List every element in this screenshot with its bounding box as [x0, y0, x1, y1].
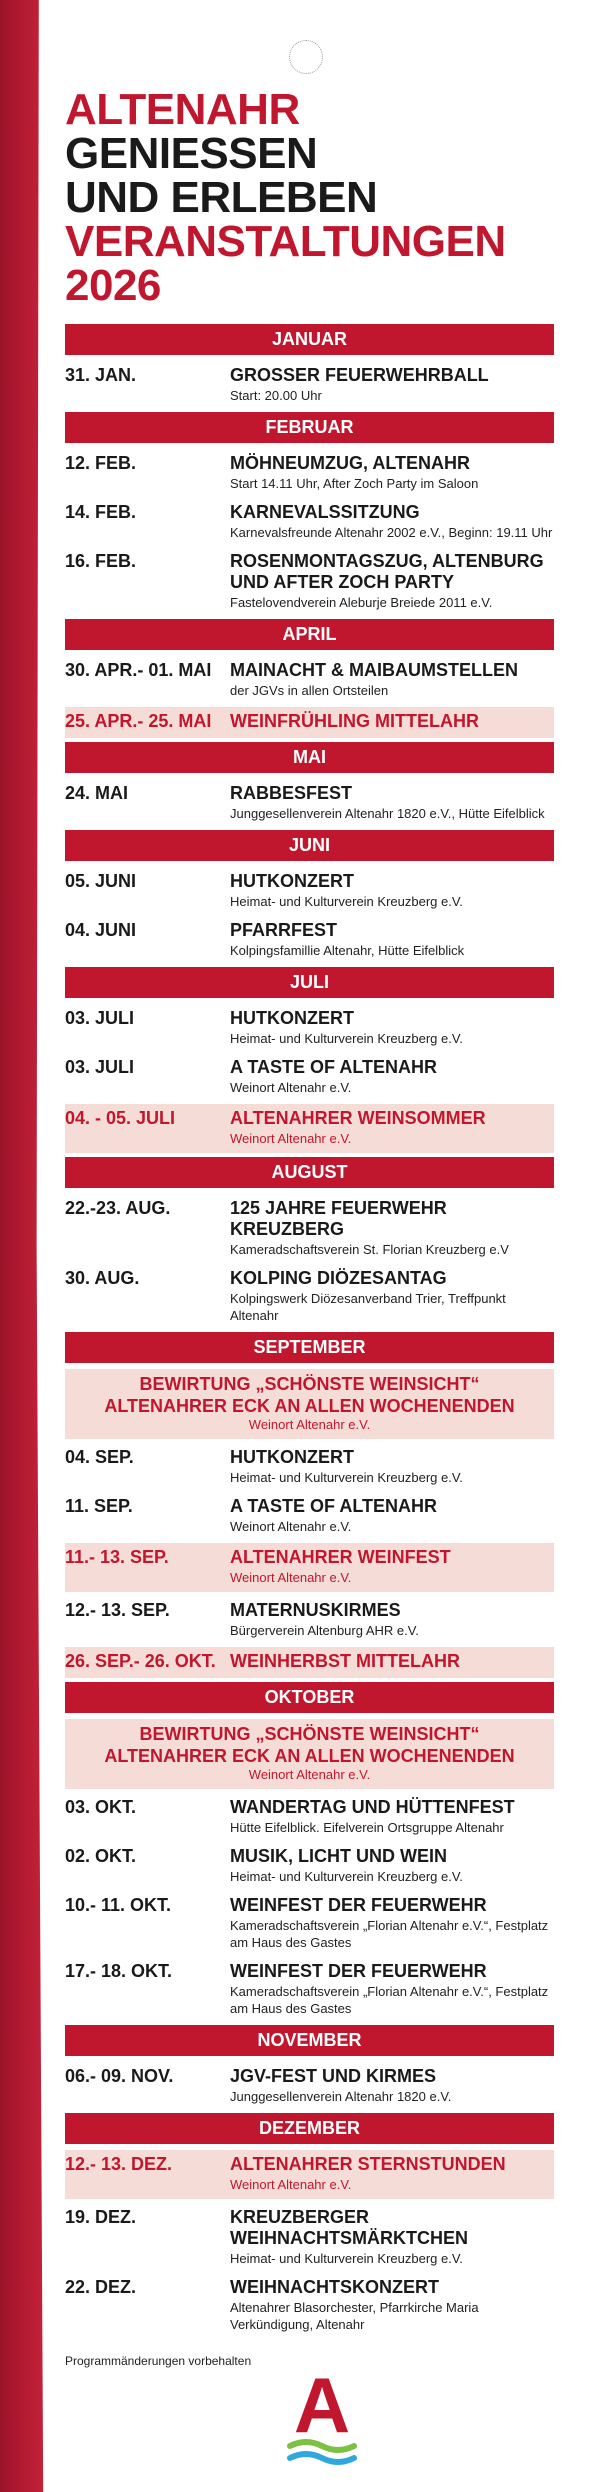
- event-info: [230, 1008, 554, 1047]
- event-info: [230, 502, 554, 541]
- banner-sub: Weinort Altenahr e.V.: [248, 1767, 371, 1782]
- event-name: WEIHNACHTSKONZERT: [230, 2277, 439, 2297]
- logo-letter: A: [293, 2370, 351, 2449]
- event-info: [230, 2154, 554, 2193]
- event-name: ALTENAHRER STERNSTUNDEN: [230, 2154, 506, 2174]
- banner-sub: Weinort Altenahr e.V.: [248, 1417, 371, 1432]
- event-info: [230, 365, 554, 404]
- event-row: [65, 707, 554, 738]
- month-header: NOVEMBER: [65, 2025, 554, 2056]
- event-name: 125 JAHRE FEUERWEHR KREUZBERG: [230, 1198, 447, 1239]
- event-name: HUTKONZERT: [230, 871, 354, 891]
- hanging-hole: [289, 40, 323, 74]
- event-name: PFARRFEST: [230, 920, 338, 940]
- event-row: [65, 779, 554, 828]
- event-row: [65, 1543, 554, 1592]
- event-name: ROSENMONTAGSZUG, ALTENBURG UND AFTER ZOCH PARTY: [230, 551, 544, 592]
- event-organizer: Weinort Altenahr e.V.: [230, 1080, 352, 1095]
- event-info: [230, 551, 554, 611]
- event-row: [65, 1957, 554, 2023]
- event-info: [230, 1057, 554, 1096]
- event-info: [230, 871, 554, 910]
- event-name: A TASTE OF ALTENAHR: [230, 1496, 437, 1516]
- month-section: [65, 1157, 554, 1330]
- month-section: [65, 324, 554, 410]
- event-date: 12.- 13. SEP.: [65, 1600, 170, 1620]
- event-organizer: Heimat- und Kulturverein Kreuzberg e.V.: [230, 894, 463, 909]
- event-info: [230, 920, 554, 959]
- event-date: 19. DEZ.: [65, 2207, 137, 2227]
- event-date: 31. JAN.: [65, 365, 137, 385]
- event-name: JGV-FEST UND KIRMES: [230, 2066, 437, 2086]
- event-info: [230, 1846, 554, 1885]
- event-name: WEINHERBST MITTELAHR: [230, 1651, 460, 1671]
- event-row: [65, 361, 554, 410]
- event-organizer: Bürgerverein Altenburg AHR e.V.: [230, 1623, 419, 1638]
- event-name: MUSIK, LICHT UND WEIN: [230, 1846, 447, 1866]
- event-row: [65, 2203, 554, 2273]
- event-row: [65, 1891, 554, 1957]
- month-section: [65, 742, 554, 828]
- title-line: 2026: [65, 261, 161, 310]
- banner-line: ALTENAHRER ECK AN ALLEN WOCHENENDEN: [104, 1746, 515, 1766]
- event-row: [65, 867, 554, 916]
- event-organizer: Junggesellenverein Altenahr 1820 e.V., Hütte Eifelblick: [230, 806, 545, 821]
- month-header: JANUAR: [65, 324, 554, 355]
- event-organizer: Kolpingsfamillie Altenahr, Hütte Eifelblick: [230, 943, 465, 958]
- event-date: 12. FEB.: [65, 453, 137, 473]
- wine-terrace-banner: [65, 1719, 554, 1789]
- event-info: [230, 1108, 554, 1147]
- event-date: 03. OKT.: [65, 1797, 137, 1817]
- event-organizer: Heimat- und Kulturverein Kreuzberg e.V.: [230, 2251, 463, 2266]
- event-schedule: [65, 322, 554, 2339]
- event-row: [65, 1053, 554, 1102]
- event-row: [65, 547, 554, 617]
- logo-wave: [290, 2454, 354, 2462]
- event-organizer: Karnevalsfreunde Altenahr 2002 e.V., Beginn: 19.11 Uhr: [230, 525, 553, 540]
- event-info: [230, 783, 554, 822]
- banner-line: ALTENAHRER ECK AN ALLEN WOCHENENDEN: [104, 1396, 515, 1416]
- event-info: [230, 1600, 554, 1639]
- event-date: 05. JUNI: [65, 871, 137, 891]
- event-name: MATERNUSKIRMES: [230, 1600, 401, 1620]
- event-organizer: Weinort Altenahr e.V.: [230, 1570, 352, 1585]
- event-date: 30. AUG.: [65, 1268, 140, 1288]
- event-date: 12.- 13. DEZ.: [65, 2154, 173, 2174]
- event-date: 22.-23. AUG.: [65, 1198, 171, 1218]
- event-organizer: Start 14.11 Uhr, After Zoch Party im Saloon: [230, 476, 479, 491]
- event-info: [230, 1651, 554, 1672]
- month-section: [65, 2025, 554, 2111]
- banner-line: BEWIRTUNG „SCHÖNSTE WEINSICHT“: [139, 1724, 480, 1744]
- event-info: [230, 1496, 554, 1535]
- event-name: HUTKONZERT: [230, 1447, 354, 1467]
- event-date: 04. SEP.: [65, 1447, 134, 1467]
- event-info: [230, 660, 554, 699]
- event-name: WANDERTAG UND HÜTTENFEST: [230, 1797, 515, 1817]
- month-header: APRIL: [65, 619, 554, 650]
- event-date: 22. DEZ.: [65, 2277, 137, 2297]
- month-section: [65, 412, 554, 617]
- event-row: [65, 1443, 554, 1492]
- event-organizer: Kameradschaftsverein „Florian Altenahr e.V.“, Festplatz am Haus des Gastes: [230, 1984, 549, 2016]
- event-row: [65, 498, 554, 547]
- event-row: [65, 2062, 554, 2111]
- event-date: 26. SEP.- 26. OKT.: [65, 1651, 216, 1671]
- event-name: KARNEVALSSITZUNG: [230, 502, 420, 522]
- event-name: WEINFEST DER FEUERWEHR: [230, 1895, 487, 1915]
- event-name: KOLPING DIÖZESANTAG: [230, 1268, 447, 1288]
- event-info: [230, 1268, 554, 1324]
- footnote: Programmänderungen vorbehalten: [65, 2354, 252, 2368]
- event-date: 24. MAI: [65, 783, 129, 803]
- month-section: [65, 619, 554, 738]
- month-section: [65, 967, 554, 1153]
- event-date: 25. APR.- 25. MAI: [65, 711, 212, 731]
- month-header: AUGUST: [65, 1157, 554, 1188]
- event-date: 11.- 13. SEP.: [65, 1547, 169, 1567]
- month-header: OKTOBER: [65, 1682, 554, 1713]
- event-organizer: Kameradschaftsverein St. Florian Kreuzberg e.V: [230, 1242, 509, 1257]
- event-name: HUTKONZERT: [230, 1008, 354, 1028]
- event-row: [65, 449, 554, 498]
- page-title: [65, 85, 565, 310]
- event-organizer: Start: 20.00 Uhr: [230, 388, 322, 403]
- event-info: [230, 1447, 554, 1486]
- event-name: KREUZBERGER WEIHNACHTSMÄRKTCHEN: [230, 2207, 468, 2248]
- event-organizer: der JGVs in allen Ortsteilen: [230, 683, 389, 698]
- altenahr-logo: [286, 2370, 358, 2480]
- event-info: [230, 1961, 554, 2017]
- event-row: [65, 1596, 554, 1645]
- event-row: [65, 2150, 554, 2199]
- event-organizer: Weinort Altenahr e.V.: [230, 2177, 352, 2192]
- event-date: 06.- 09. NOV.: [65, 2066, 174, 2086]
- event-organizer: Heimat- und Kulturverein Kreuzberg e.V.: [230, 1470, 463, 1485]
- month-header: MAI: [65, 742, 554, 773]
- event-date: 10.- 11. OKT.: [65, 1895, 172, 1915]
- banner-line: BEWIRTUNG „SCHÖNSTE WEINSICHT“: [139, 1374, 480, 1394]
- event-organizer: Heimat- und Kulturverein Kreuzberg e.V.: [230, 1031, 463, 1046]
- event-info: [230, 711, 554, 732]
- event-row: [65, 1492, 554, 1541]
- month-section: [65, 1332, 554, 1678]
- event-date: 03. JULI: [65, 1008, 135, 1028]
- event-row: [65, 1264, 554, 1330]
- event-row: [65, 1793, 554, 1842]
- event-row: [65, 916, 554, 965]
- event-info: [230, 2066, 554, 2105]
- event-date: 30. APR.- 01. MAI: [65, 660, 212, 680]
- month-section: [65, 1682, 554, 2023]
- event-row: [65, 656, 554, 705]
- event-info: [230, 2207, 554, 2267]
- event-name: GROSSER FEUERWEHRBALL: [230, 365, 489, 385]
- event-row: [65, 2273, 554, 2339]
- event-organizer: Heimat- und Kulturverein Kreuzberg e.V.: [230, 1869, 463, 1884]
- title-line: GENIESSEN: [65, 129, 318, 178]
- event-row: [65, 1004, 554, 1053]
- event-name: RABBESFEST: [230, 783, 353, 803]
- event-organizer: Hütte Eifelblick. Eifelverein Ortsgruppe Altenahr: [230, 1820, 504, 1835]
- event-info: [230, 453, 554, 492]
- month-header: JULI: [65, 967, 554, 998]
- event-date: 17.- 18. OKT.: [65, 1961, 173, 1981]
- month-header: JUNI: [65, 830, 554, 861]
- event-name: MÖHNEUMZUG, ALTENAHR: [230, 453, 470, 473]
- event-info: [230, 1895, 554, 1951]
- event-date: 16. FEB.: [65, 551, 137, 571]
- event-info: [230, 1198, 554, 1258]
- event-row: [65, 1647, 554, 1678]
- event-name: A TASTE OF ALTENAHR: [230, 1057, 437, 1077]
- event-date: 04. - 05. JULI: [65, 1108, 176, 1128]
- event-name: WEINFEST DER FEUERWEHR: [230, 1961, 487, 1981]
- event-date: 03. JULI: [65, 1057, 135, 1077]
- event-info: [230, 1547, 554, 1586]
- wine-terrace-banner: [65, 1369, 554, 1439]
- month-section: [65, 830, 554, 965]
- event-organizer: Weinort Altenahr e.V.: [230, 1519, 352, 1534]
- event-info: [230, 2277, 554, 2333]
- event-organizer: Weinort Altenahr e.V.: [230, 1131, 352, 1146]
- event-organizer: Junggesellenverein Altenahr 1820 e.V.: [230, 2089, 452, 2104]
- event-date: 11. SEP.: [65, 1496, 133, 1516]
- event-name: ALTENAHRER WEINSOMMER: [230, 1108, 486, 1128]
- event-date: 02. OKT.: [65, 1846, 137, 1866]
- event-row: [65, 1194, 554, 1264]
- event-name: ALTENAHRER WEINFEST: [230, 1547, 451, 1567]
- title-line: UND ERLEBEN: [65, 173, 378, 222]
- event-organizer: Kameradschaftsverein „Florian Altenahr e.V.“, Festplatz am Haus des Gastes: [230, 1918, 549, 1950]
- event-organizer: Fastelovendverein Aleburje Breiede 2011 e.V.: [230, 595, 493, 610]
- event-organizer: Altenahrer Blasorchester, Pfarrkirche Maria Verkündigung, Altenahr: [230, 2300, 479, 2332]
- month-header: FEBRUAR: [65, 412, 554, 443]
- title-line: ALTENAHR: [65, 85, 300, 134]
- event-organizer: Kolpingswerk Diözesanverband Trier, Treffpunkt Altenahr: [230, 1291, 506, 1323]
- event-date: 04. JUNI: [65, 920, 137, 940]
- month-header: SEPTEMBER: [65, 1332, 554, 1363]
- event-date: 14. FEB.: [65, 502, 137, 522]
- month-header: DEZEMBER: [65, 2113, 554, 2144]
- event-row: [65, 1104, 554, 1153]
- event-name: WEINFRÜHLING MITTELAHR: [230, 711, 479, 731]
- event-row: [65, 1842, 554, 1891]
- title-line: VERANSTALTUNGEN: [65, 217, 506, 266]
- event-name: MAINACHT & MAIBAUMSTELLEN: [230, 660, 518, 680]
- month-section: [65, 2113, 554, 2339]
- event-info: [230, 1797, 554, 1836]
